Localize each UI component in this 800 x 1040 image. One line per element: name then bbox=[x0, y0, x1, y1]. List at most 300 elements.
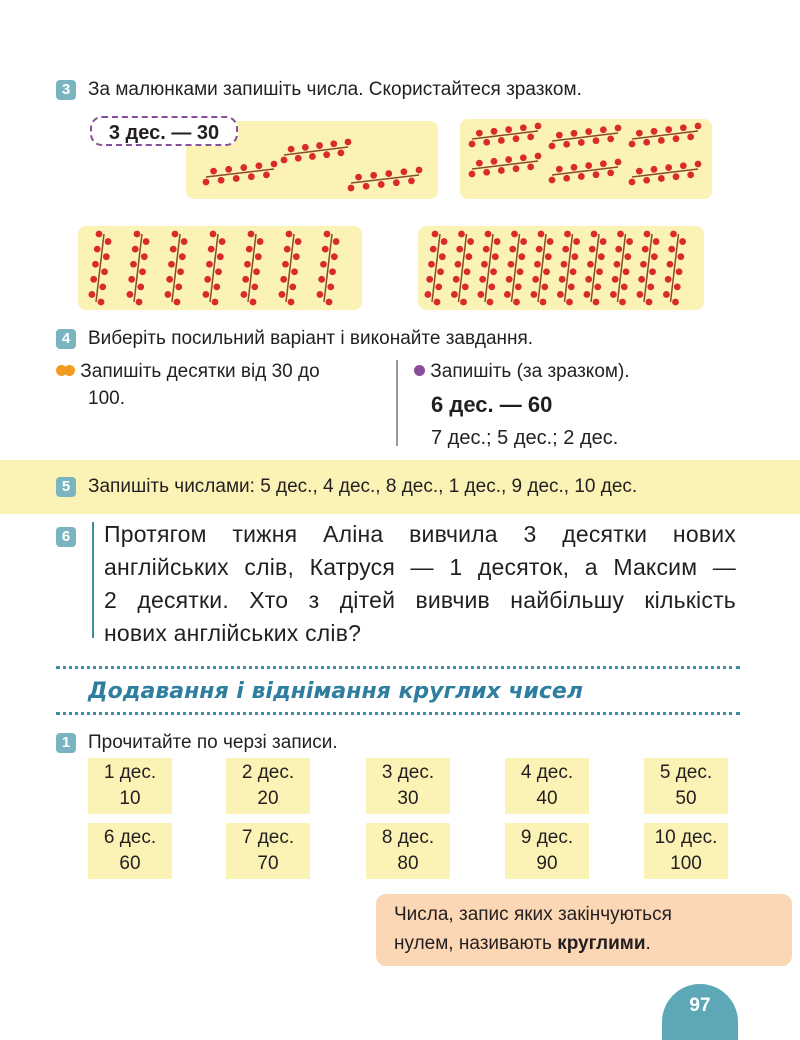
berry bbox=[483, 139, 490, 146]
task4-left-option bbox=[56, 361, 320, 383]
berry bbox=[263, 171, 270, 178]
berry bbox=[562, 246, 569, 253]
berry bbox=[278, 291, 285, 298]
task-number-6: 6 bbox=[56, 527, 76, 547]
berry bbox=[206, 261, 213, 268]
tens-card bbox=[644, 823, 728, 879]
branch-stem bbox=[432, 234, 440, 302]
tens-card-bottom: 50 bbox=[675, 788, 697, 809]
berry bbox=[242, 276, 249, 283]
tens-card bbox=[226, 823, 310, 879]
berry bbox=[96, 231, 103, 238]
branch-stem bbox=[459, 234, 467, 302]
berry bbox=[331, 253, 338, 260]
berry bbox=[177, 268, 184, 275]
berry bbox=[126, 291, 133, 298]
berry bbox=[476, 130, 483, 137]
berry bbox=[105, 238, 112, 245]
berry bbox=[451, 291, 458, 298]
branch-stem bbox=[565, 234, 573, 302]
berry bbox=[643, 139, 650, 146]
berry bbox=[141, 253, 148, 260]
berry bbox=[674, 283, 681, 290]
berry bbox=[540, 299, 547, 306]
berry bbox=[462, 283, 469, 290]
berry bbox=[99, 283, 106, 290]
tens-card-bottom: 90 bbox=[536, 853, 558, 874]
berry bbox=[518, 253, 525, 260]
berry bbox=[571, 164, 578, 171]
berry bbox=[327, 283, 334, 290]
berry bbox=[589, 246, 596, 253]
berry bbox=[467, 238, 474, 245]
berry bbox=[255, 162, 262, 169]
berry bbox=[483, 246, 490, 253]
berry bbox=[179, 253, 186, 260]
berry bbox=[672, 299, 679, 306]
berry bbox=[653, 238, 660, 245]
berry bbox=[593, 137, 600, 144]
berry bbox=[212, 299, 219, 306]
berry bbox=[250, 299, 257, 306]
task6-text bbox=[104, 518, 736, 650]
berry bbox=[596, 268, 603, 275]
task4-right-option bbox=[414, 361, 630, 383]
berry bbox=[318, 276, 325, 283]
berry bbox=[324, 231, 331, 238]
berry bbox=[598, 253, 605, 260]
berry bbox=[658, 137, 665, 144]
berry bbox=[538, 231, 545, 238]
berry bbox=[676, 268, 683, 275]
berry bbox=[435, 283, 442, 290]
berry bbox=[640, 261, 647, 268]
tens-card bbox=[226, 758, 310, 814]
berry bbox=[491, 158, 498, 165]
berry bbox=[213, 283, 220, 290]
berry-branches-3 bbox=[78, 226, 362, 310]
berry bbox=[172, 231, 179, 238]
berry bbox=[505, 156, 512, 163]
branch-stem bbox=[324, 234, 332, 302]
berry bbox=[253, 268, 260, 275]
berry bbox=[677, 253, 684, 260]
berry bbox=[643, 177, 650, 184]
berry bbox=[98, 299, 105, 306]
column-divider bbox=[396, 360, 398, 446]
berry bbox=[217, 253, 224, 260]
berry bbox=[469, 141, 476, 148]
berry bbox=[623, 268, 630, 275]
task4-right-sample: 6 дес. — 60 bbox=[431, 392, 553, 417]
berry bbox=[549, 143, 556, 150]
berry bbox=[607, 169, 614, 176]
berry bbox=[535, 123, 542, 130]
berry bbox=[302, 144, 309, 151]
task4-instruction: Виберіть посильний варіант і виконайте завдання. bbox=[88, 328, 534, 349]
berry bbox=[520, 238, 527, 245]
berry bbox=[333, 238, 340, 245]
note-bold-term: круглими bbox=[557, 933, 646, 954]
berry bbox=[629, 141, 636, 148]
berry bbox=[240, 291, 247, 298]
berry bbox=[563, 175, 570, 182]
berry bbox=[337, 149, 344, 156]
berry bbox=[460, 299, 467, 306]
berry bbox=[128, 276, 135, 283]
berry bbox=[646, 299, 653, 306]
berry bbox=[511, 231, 518, 238]
berry bbox=[92, 261, 99, 268]
tens-card bbox=[505, 758, 589, 814]
picture-box-2 bbox=[460, 119, 712, 199]
berry bbox=[607, 135, 614, 142]
task4-right-line3: 7 дес.; 5 дес.; 2 дес. bbox=[431, 427, 619, 449]
difficulty-dot-icon bbox=[414, 365, 425, 376]
berry bbox=[255, 253, 262, 260]
berry bbox=[612, 276, 619, 283]
tens-card-top: 4 дес. bbox=[520, 762, 574, 783]
tens-card-bottom: 70 bbox=[257, 853, 279, 874]
berry bbox=[615, 125, 622, 132]
tens-card-bottom: 10 bbox=[119, 788, 141, 809]
berry bbox=[506, 276, 513, 283]
berry bbox=[651, 166, 658, 173]
berry bbox=[532, 276, 539, 283]
berry bbox=[485, 231, 492, 238]
berry bbox=[644, 231, 651, 238]
berry bbox=[490, 268, 497, 275]
berry bbox=[619, 299, 626, 306]
berry bbox=[679, 238, 686, 245]
note-line1: Числа, запис яких закінчуються bbox=[394, 904, 672, 925]
berry-branches-4 bbox=[418, 226, 704, 310]
branch-stem bbox=[286, 234, 294, 302]
berry bbox=[667, 261, 674, 268]
berry bbox=[88, 291, 95, 298]
task5-text: Запишіть числами: 5 дес., 4 дес., 8 дес., 1 дес., 9 дес., 10 дес. bbox=[88, 476, 638, 497]
tens-card-bottom: 40 bbox=[536, 788, 558, 809]
task6-line4: нових англійських слів? bbox=[104, 620, 362, 646]
berry bbox=[517, 268, 524, 275]
berry bbox=[203, 179, 210, 186]
berry bbox=[166, 276, 173, 283]
berry bbox=[464, 268, 471, 275]
berry bbox=[469, 171, 476, 178]
sample-label bbox=[90, 116, 238, 146]
tens-card-bottom: 100 bbox=[670, 853, 702, 874]
berry-branches-2 bbox=[460, 119, 712, 199]
berry bbox=[687, 133, 694, 140]
berry bbox=[326, 299, 333, 306]
berry bbox=[441, 238, 448, 245]
branch-stem bbox=[96, 234, 104, 302]
tens-card-top: 10 дес. bbox=[654, 827, 718, 848]
berry bbox=[94, 246, 101, 253]
berry bbox=[610, 291, 617, 298]
branch-stem bbox=[512, 234, 520, 302]
berry bbox=[295, 155, 302, 162]
berry bbox=[665, 276, 672, 283]
branch-stem bbox=[134, 234, 142, 302]
berry bbox=[284, 246, 291, 253]
berry bbox=[476, 160, 483, 167]
berry bbox=[571, 130, 578, 137]
berry bbox=[479, 276, 486, 283]
berry bbox=[687, 171, 694, 178]
berry bbox=[170, 246, 177, 253]
berry bbox=[434, 299, 441, 306]
task3-instruction: За малюнками запишіть числа. Скористайтеся зразком. bbox=[88, 79, 582, 100]
berry bbox=[573, 238, 580, 245]
berry bbox=[561, 261, 568, 268]
berry bbox=[408, 177, 415, 184]
branch-stem bbox=[591, 234, 599, 302]
berry bbox=[642, 246, 649, 253]
dotted-rule-top bbox=[56, 666, 740, 669]
task-number-1: 1 bbox=[56, 733, 76, 753]
berry bbox=[103, 253, 110, 260]
tens-card-bottom: 30 bbox=[397, 788, 419, 809]
berry bbox=[541, 283, 548, 290]
berry bbox=[455, 261, 462, 268]
berry bbox=[492, 253, 499, 260]
berry bbox=[491, 128, 498, 135]
berry bbox=[370, 172, 377, 179]
berry bbox=[309, 153, 316, 160]
page-number: 97 bbox=[662, 984, 738, 1040]
berry bbox=[329, 268, 336, 275]
tens-card-bottom: 80 bbox=[397, 853, 419, 874]
berry bbox=[617, 231, 624, 238]
berry bbox=[487, 299, 494, 306]
berry bbox=[563, 141, 570, 148]
berry bbox=[585, 162, 592, 169]
berry bbox=[629, 179, 636, 186]
berry bbox=[568, 283, 575, 290]
berry bbox=[508, 261, 515, 268]
berry bbox=[282, 261, 289, 268]
berry bbox=[578, 139, 585, 146]
berry bbox=[291, 268, 298, 275]
berry bbox=[570, 268, 577, 275]
berry bbox=[295, 238, 302, 245]
berry bbox=[498, 137, 505, 144]
berry bbox=[101, 268, 108, 275]
tens-card bbox=[366, 758, 450, 814]
berry bbox=[651, 253, 658, 260]
tens-card bbox=[366, 823, 450, 879]
berry bbox=[244, 261, 251, 268]
berry bbox=[680, 124, 687, 131]
berry bbox=[233, 175, 240, 182]
berry bbox=[695, 123, 702, 130]
berry bbox=[578, 173, 585, 180]
berry bbox=[288, 299, 295, 306]
berry bbox=[520, 124, 527, 131]
branch-stem bbox=[618, 234, 626, 302]
rule-note bbox=[376, 894, 792, 966]
branch-stem bbox=[248, 234, 256, 302]
task4-left-line2: 100. bbox=[88, 388, 125, 409]
berry bbox=[651, 128, 658, 135]
berry bbox=[621, 283, 628, 290]
tens-card bbox=[88, 823, 172, 879]
berry bbox=[416, 167, 423, 174]
berry bbox=[136, 299, 143, 306]
picture-box-4 bbox=[418, 226, 704, 310]
berry bbox=[556, 166, 563, 173]
task4-left-line1: Запишіть десятки від 30 до bbox=[80, 361, 320, 382]
note-line2: нулем, називають круглими. bbox=[394, 933, 651, 954]
berry bbox=[345, 139, 352, 146]
berry bbox=[483, 169, 490, 176]
berry bbox=[271, 161, 278, 168]
berry bbox=[665, 126, 672, 133]
berry bbox=[218, 177, 225, 184]
berry bbox=[527, 133, 534, 140]
tens-card-bottom: 60 bbox=[119, 853, 141, 874]
berry bbox=[504, 291, 511, 298]
sample-rest: — 30 bbox=[165, 122, 220, 144]
berry bbox=[583, 291, 590, 298]
berry bbox=[251, 283, 258, 290]
berry bbox=[137, 283, 144, 290]
berry bbox=[498, 167, 505, 174]
task6-line1: Протягом тижня Аліна вивчила 3 десятки нових bbox=[104, 521, 736, 547]
dotted-rule-bottom bbox=[56, 712, 740, 715]
difficulty-dot-icon bbox=[64, 365, 75, 376]
berry bbox=[289, 283, 296, 290]
berry bbox=[437, 268, 444, 275]
berry bbox=[530, 291, 537, 298]
berry bbox=[587, 261, 594, 268]
berry bbox=[174, 299, 181, 306]
berry bbox=[240, 164, 247, 171]
berry bbox=[323, 151, 330, 158]
berry bbox=[673, 173, 680, 180]
berry bbox=[393, 179, 400, 186]
berry bbox=[215, 268, 222, 275]
berry bbox=[638, 276, 645, 283]
berry bbox=[316, 142, 323, 149]
tens-card-top: 5 дес. bbox=[659, 762, 713, 783]
berry bbox=[615, 246, 622, 253]
berry bbox=[456, 246, 463, 253]
tens-card-top: 8 дес. bbox=[381, 827, 435, 848]
berry bbox=[432, 231, 439, 238]
berry bbox=[219, 238, 226, 245]
berry bbox=[505, 126, 512, 133]
tens-card bbox=[644, 758, 728, 814]
berry bbox=[649, 268, 656, 275]
berry bbox=[594, 283, 601, 290]
berry bbox=[316, 291, 323, 298]
berry bbox=[385, 170, 392, 177]
berry bbox=[543, 268, 550, 275]
berry bbox=[559, 276, 566, 283]
berry bbox=[636, 168, 643, 175]
berry bbox=[330, 140, 337, 147]
task4-right-line1: Запишіть (за зразком). bbox=[430, 361, 630, 382]
berry bbox=[527, 163, 534, 170]
task6-line2: англійських слів, Катруся — 1 десяток, а Максим — bbox=[104, 554, 736, 580]
branch-stem bbox=[210, 234, 218, 302]
berry bbox=[320, 261, 327, 268]
berry bbox=[453, 276, 460, 283]
task-number-4: 4 bbox=[56, 329, 76, 349]
berry bbox=[202, 291, 209, 298]
task6-bar bbox=[92, 522, 94, 638]
berry bbox=[614, 261, 621, 268]
berry bbox=[378, 181, 385, 188]
berry bbox=[509, 246, 516, 253]
berry bbox=[515, 283, 522, 290]
branch-stem bbox=[172, 234, 180, 302]
branch-stem bbox=[644, 234, 652, 302]
berry bbox=[477, 291, 484, 298]
section-title: Додавання і віднімання круглих чисел bbox=[88, 679, 583, 704]
berry bbox=[428, 261, 435, 268]
berry bbox=[204, 276, 211, 283]
berry bbox=[636, 130, 643, 137]
berry bbox=[134, 231, 141, 238]
berry bbox=[257, 238, 264, 245]
berry bbox=[132, 246, 139, 253]
berry bbox=[663, 291, 670, 298]
branch-stem bbox=[538, 234, 546, 302]
berry bbox=[210, 168, 217, 175]
berry bbox=[535, 153, 542, 160]
berry bbox=[668, 246, 675, 253]
berry bbox=[143, 238, 150, 245]
berry bbox=[680, 162, 687, 169]
branch-stem bbox=[671, 234, 679, 302]
berry bbox=[536, 246, 543, 253]
berry bbox=[636, 291, 643, 298]
tens-card-top: 1 дес. bbox=[103, 762, 157, 783]
berry bbox=[695, 161, 702, 168]
berry bbox=[210, 231, 217, 238]
berry bbox=[458, 231, 465, 238]
berry bbox=[571, 253, 578, 260]
berry bbox=[208, 246, 215, 253]
berry bbox=[430, 246, 437, 253]
berry bbox=[175, 283, 182, 290]
berry bbox=[465, 253, 472, 260]
tens-card-top: 3 дес. bbox=[381, 762, 435, 783]
berry bbox=[534, 261, 541, 268]
task1-instruction: Прочитайте по черзі записи. bbox=[88, 732, 338, 753]
berry bbox=[615, 159, 622, 166]
berry bbox=[673, 135, 680, 142]
berry bbox=[168, 261, 175, 268]
berry bbox=[600, 160, 607, 167]
tens-card-top: 2 дес. bbox=[241, 762, 295, 783]
berry bbox=[585, 276, 592, 283]
berry bbox=[400, 168, 407, 175]
task6-line3: 2 десятки. Хто з дітей вивчив найбільшу кількість bbox=[104, 587, 736, 613]
berry bbox=[626, 238, 633, 245]
picture-box-3 bbox=[78, 226, 362, 310]
berry bbox=[549, 177, 556, 184]
tens-card-top: 6 дес. bbox=[103, 827, 157, 848]
task-number-3: 3 bbox=[56, 80, 76, 100]
berry bbox=[600, 126, 607, 133]
berry bbox=[293, 253, 300, 260]
berry bbox=[658, 175, 665, 182]
berry bbox=[566, 299, 573, 306]
